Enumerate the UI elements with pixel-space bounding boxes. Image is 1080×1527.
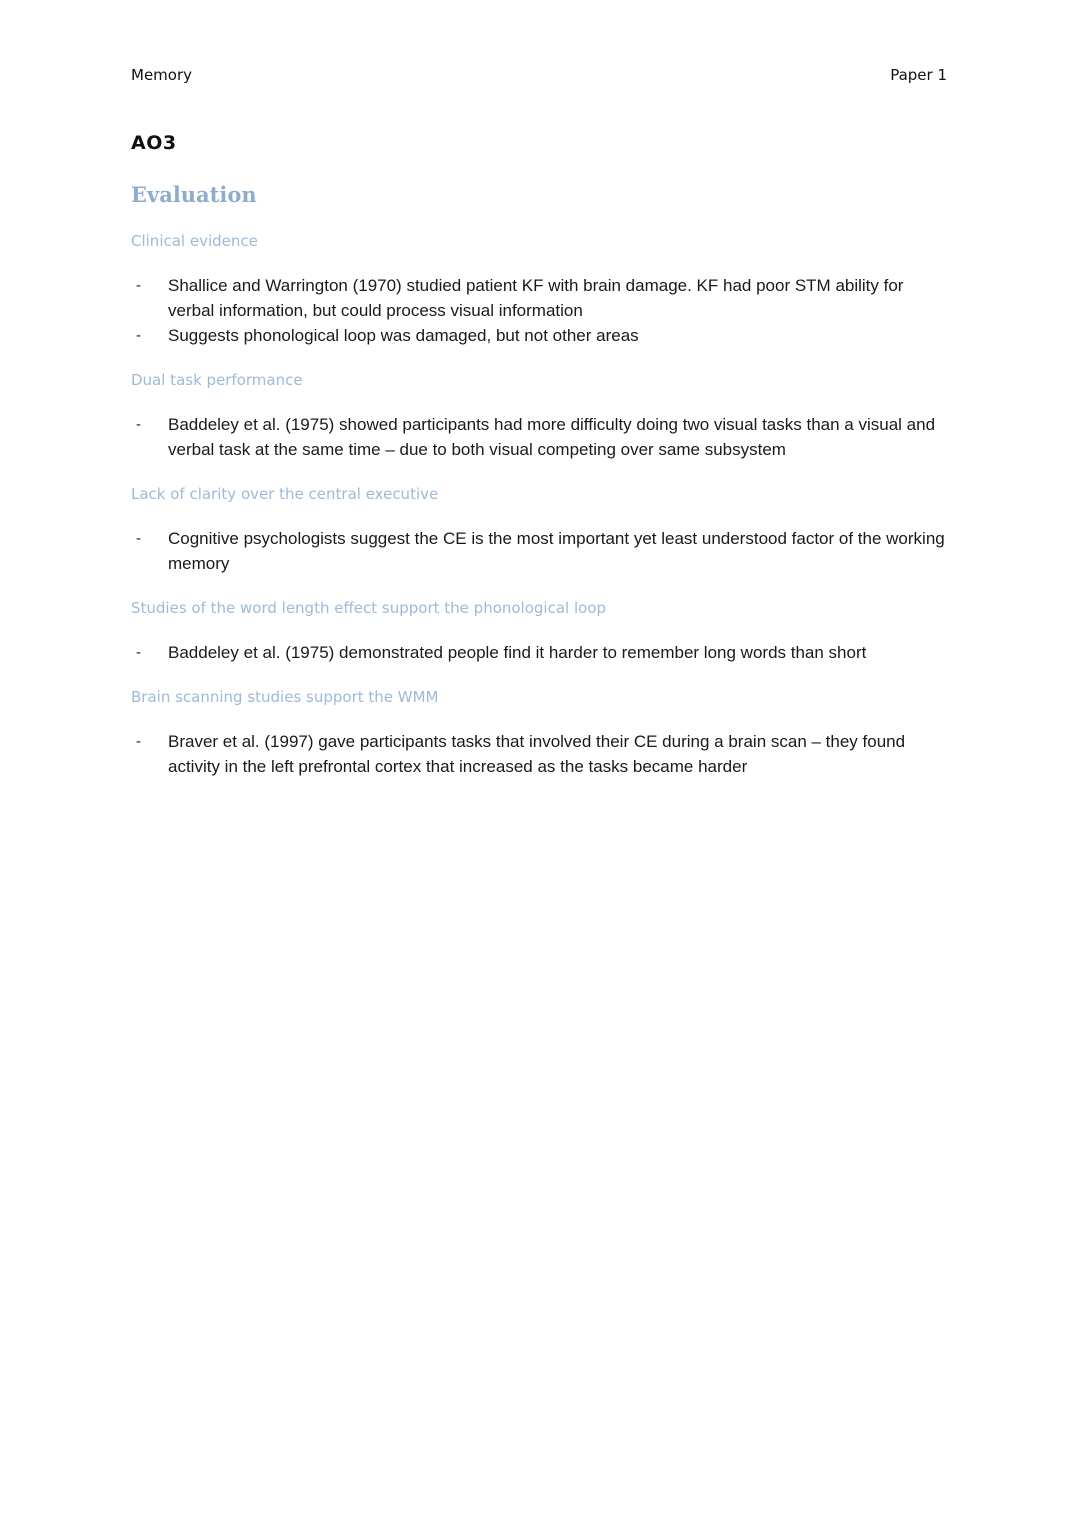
evaluation-section <box>131 369 951 462</box>
bullet-dash: - <box>136 277 141 294</box>
bullet-text: Braver et al. (1997) gave participants tasks that involved their CE during a brain scan – they found activity in the left prefrontal cortex that increased as the tasks became harder <box>168 732 906 776</box>
bullet-list <box>131 729 951 779</box>
bullet-dash: - <box>136 327 141 344</box>
bullet-dash: - <box>136 416 141 433</box>
bullet-dash: - <box>136 530 141 547</box>
bullet-text: Cognitive psychologists suggest the CE is the most important yet least understood factor of the working memory <box>168 529 945 573</box>
bullet-list <box>131 412 951 462</box>
bullet-text: Baddeley et al. (1975) demonstrated people find it harder to remember long words than short <box>168 643 867 662</box>
evaluation-section <box>131 686 951 779</box>
bullet-list <box>131 526 951 576</box>
bullet-text: Suggests phonological loop was damaged, but not other areas <box>168 326 639 345</box>
bullet-list <box>131 273 951 348</box>
bullet-text: Baddeley et al. (1975) showed participants had more difficulty doing two visual tasks than a visual and verbal task at the same time – due to both visual competing over same subsystem <box>168 415 936 459</box>
header-subject: Memory <box>131 66 193 84</box>
subheading-word-length-effect: Studies of the word length effect support the phonological loop <box>131 599 607 617</box>
bullet-list <box>131 640 951 665</box>
bullet-dash: - <box>136 644 141 661</box>
bullet-item <box>131 412 951 462</box>
header-paper: Paper 1 <box>890 66 947 84</box>
subheading-central-executive: Lack of clarity over the central executive <box>131 485 439 503</box>
section-title: Evaluation <box>131 182 257 207</box>
bullet-text: Shallice and Warrington (1970) studied patient KF with brain damage. KF had poor STM ability for verbal information, but could process visual information <box>168 276 904 320</box>
subheading-clinical-evidence: Clinical evidence <box>131 232 258 250</box>
bullet-item <box>131 323 951 348</box>
evaluation-section <box>131 230 951 348</box>
bullet-item <box>131 729 951 779</box>
evaluation-section <box>131 597 951 665</box>
bullet-dash: - <box>136 733 141 750</box>
subheading-dual-task-performance: Dual task performance <box>131 371 303 389</box>
evaluation-section <box>131 483 951 576</box>
evaluation-content <box>131 230 951 800</box>
bullet-item <box>131 640 951 665</box>
subheading-brain-scanning: Brain scanning studies support the WMM <box>131 688 439 706</box>
bullet-item <box>131 526 951 576</box>
assessment-objective-title: AO3 <box>131 132 177 154</box>
bullet-item <box>131 273 951 323</box>
